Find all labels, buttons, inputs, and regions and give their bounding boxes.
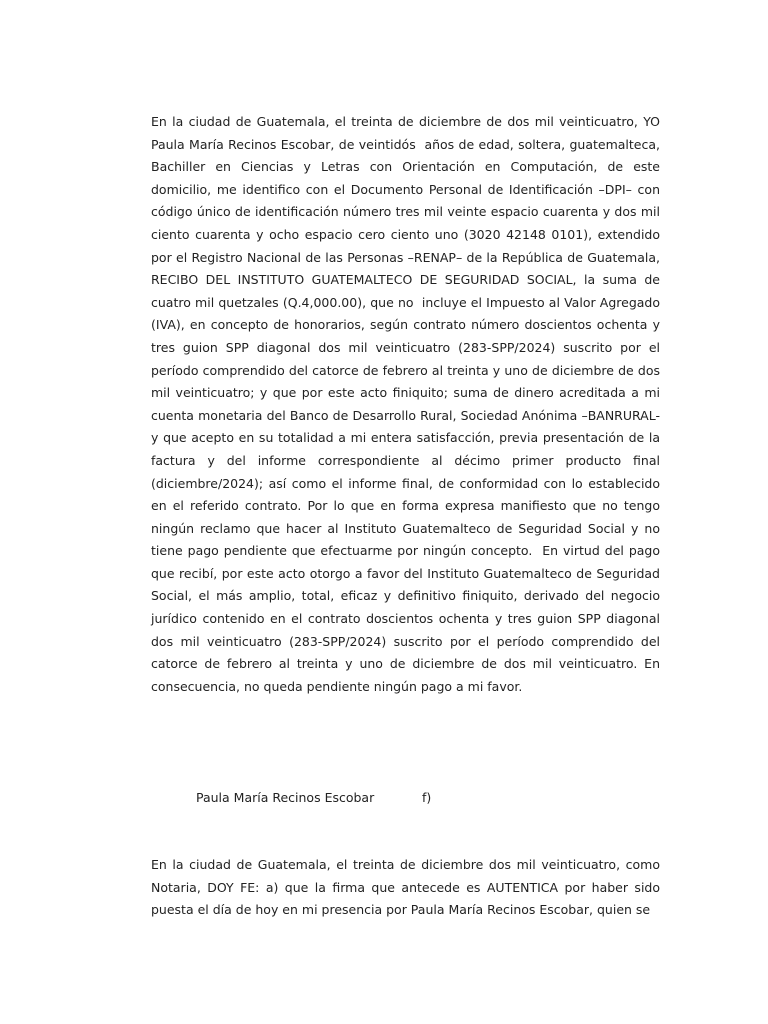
signature-name: Paula María Recinos Escobar	[196, 790, 375, 805]
signature-mark: f)	[422, 790, 432, 805]
receipt-paragraph: En la ciudad de Guatemala, el treinta de diciembre de dos mil veinticuatro, YO Paula María Recinos Escobar, de veintidós años de edad, soltera, guatemalteca, Bachiller en Ciencias y Letras con Orientación en Computación, de este domicilio, me identifico con el Documento Personal de Identificación –DPI– con código único de identificación número tres mil veinte espacio cuarenta y dos mil ciento cuarenta y ocho espacio cero ciento uno (3020 42148 0101), extendido por el Registro Nacional de las Personas –RENAP– de la República de Guatemala, RECIBO DEL INSTITUTO GUATEMALTECO DE SEGURIDAD SOCIAL, la suma de cuatro mil quetzales (Q.4,000.00), que no incluye el Impuesto al Valor Agregado (IVA), en concepto de honorarios, según contrato número doscientos ochenta y tres guion SPP diagonal dos mil veinticuatro (283-SPP/2024) suscrito por el período comprendido del catorce de febrero al treinta y uno de diciembre de dos mil veinticuatro; y que por este acto finiquito; suma de dinero acreditada a mi cuenta monetaria del Banco de Desarrollo Rural, Sociedad Anónima –BANRURAL- y que acepto en su totalidad a mi entera satisfacción, previa presentación de la factura y del informe correspondiente al décimo primer producto final (diciembre/2024); así como el informe final, de conformidad con lo establecido en el referido contrato. Por lo que en forma expresa manifiesto que no tengo ningún reclamo que hacer al Instituto Guatemalteco de Seguridad Social y no tiene pago pendiente que efectuarme por ningún concepto. En virtud del pago que recibí, por este acto otorgo a favor del Instituto Guatemalteco de Seguridad Social, el más amplio, total, eficaz y definitivo finiquito, derivado del negocio jurídico contenido en el contrato doscientos ochenta y tres guion SPP diagonal dos mil veinticuatro (283-SPP/2024) suscrito por el período comprendido del catorce de febrero al treinta y uno de diciembre de dos mil veinticuatro. En consecuencia, no queda pendiente ningún pago a mi favor.	[151, 114, 664, 694]
notary-paragraph: En la ciudad de Guatemala, el treinta de diciembre dos mil veinticuatro, como Notaria, DOY FE: a) que la firma que antecede es AUTENTICA por haber sido puesta el día de hoy en mi presencia por Paula María Recinos Escobar, quien se	[151, 857, 664, 918]
